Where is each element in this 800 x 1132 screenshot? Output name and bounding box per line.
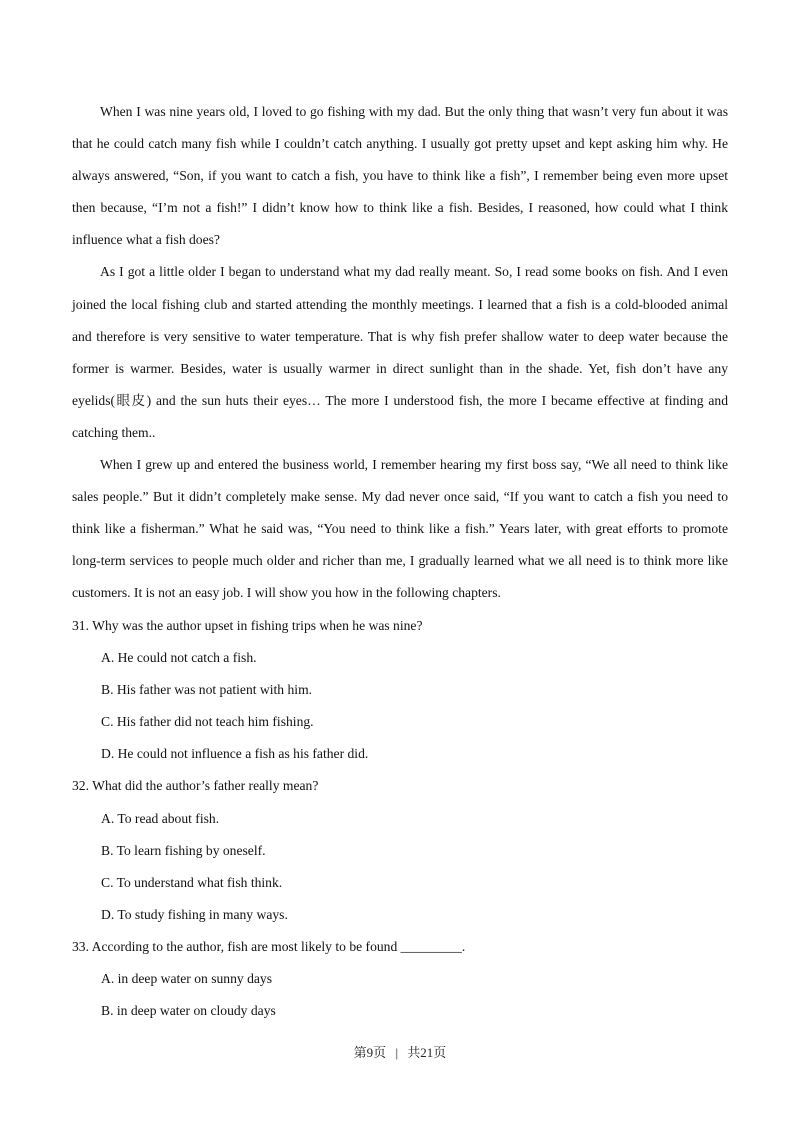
answer-option: A. He could not catch a fish. — [101, 650, 257, 666]
question-list — [72, 610, 728, 1027]
answer-option: B. in deep water on cloudy days — [101, 1003, 276, 1019]
question-31 — [72, 610, 728, 770]
question-33 — [72, 931, 728, 1027]
passage-paragraph: When I was nine years old, I loved to go fishing with my dad. But the only thing that wasn’t very fun about it was that he could catch many fish while I couldn’t catch anything. I usually got pretty upset and kept asking him why. He always answered, “Son, if you want to catch a fish, you have to think like a fish”, I remember being even more upset then because, “I’m not a fish!” I didn’t know how to think like a fish. Besides, I reasoned, how could what I think influence what a fish does? — [72, 104, 728, 248]
answer-option: D. He could not influence a fish as his father did. — [101, 746, 369, 762]
reading-passage — [72, 96, 728, 610]
question-stem: 31. Why was the author upset in fishing trips when he was nine? — [72, 618, 423, 633]
page-footer — [0, 1043, 800, 1063]
answer-option: B. His father was not patient with him. — [101, 682, 313, 698]
passage-paragraph: When I grew up and entered the business world, I remember hearing my first boss say, “We all need to think like sales people.” But it didn’t completely make sense. My dad never once said, “If you want to catch a fish you need to think like a fisherman.” What he said was, “You need to think like a fish.” Years later, with great efforts to promote long-term services to people much older and richer than me, I gradually learned what we all need is to think more like customers. It is not an easy job. I will show you how in the following chapters. — [72, 457, 728, 601]
page-number: 第9页 — [353, 1045, 387, 1060]
question-32 — [72, 770, 728, 930]
answer-option: C. His father did not teach him fishing. — [101, 714, 314, 730]
page-total: 共21页 — [407, 1045, 447, 1060]
answer-option: A. To read about fish. — [101, 810, 220, 826]
answer-option: D. To study fishing in many ways. — [101, 906, 288, 922]
question-stem: 33. According to the author, fish are most likely to be found _________. — [72, 938, 466, 954]
answer-option: A. in deep water on sunny days — [101, 971, 273, 987]
answer-option: C. To understand what fish think. — [101, 874, 283, 890]
answer-option: B. To learn fishing by oneself. — [101, 842, 266, 858]
footer-separator: | — [395, 1045, 399, 1060]
passage-paragraph: As I got a little older I began to understand what my dad really meant. So, I read some books on fish. And I even joined the local fishing club and started attending the monthly meetings. I learned that a fish is a cold-blooded animal and therefore is very sensitive to water temperature. That is why fish prefer shallow water to deep water because the former is warmer. Besides, water is usually warmer in direct sunlight than in the shade. Yet, fish don’t have any eyelids(眼皮) and the sun huts their eyes… The more I understood fish, the more I became effective at finding and catching them.. — [72, 264, 728, 440]
question-stem: 32. What did the author’s father really mean? — [72, 778, 319, 794]
